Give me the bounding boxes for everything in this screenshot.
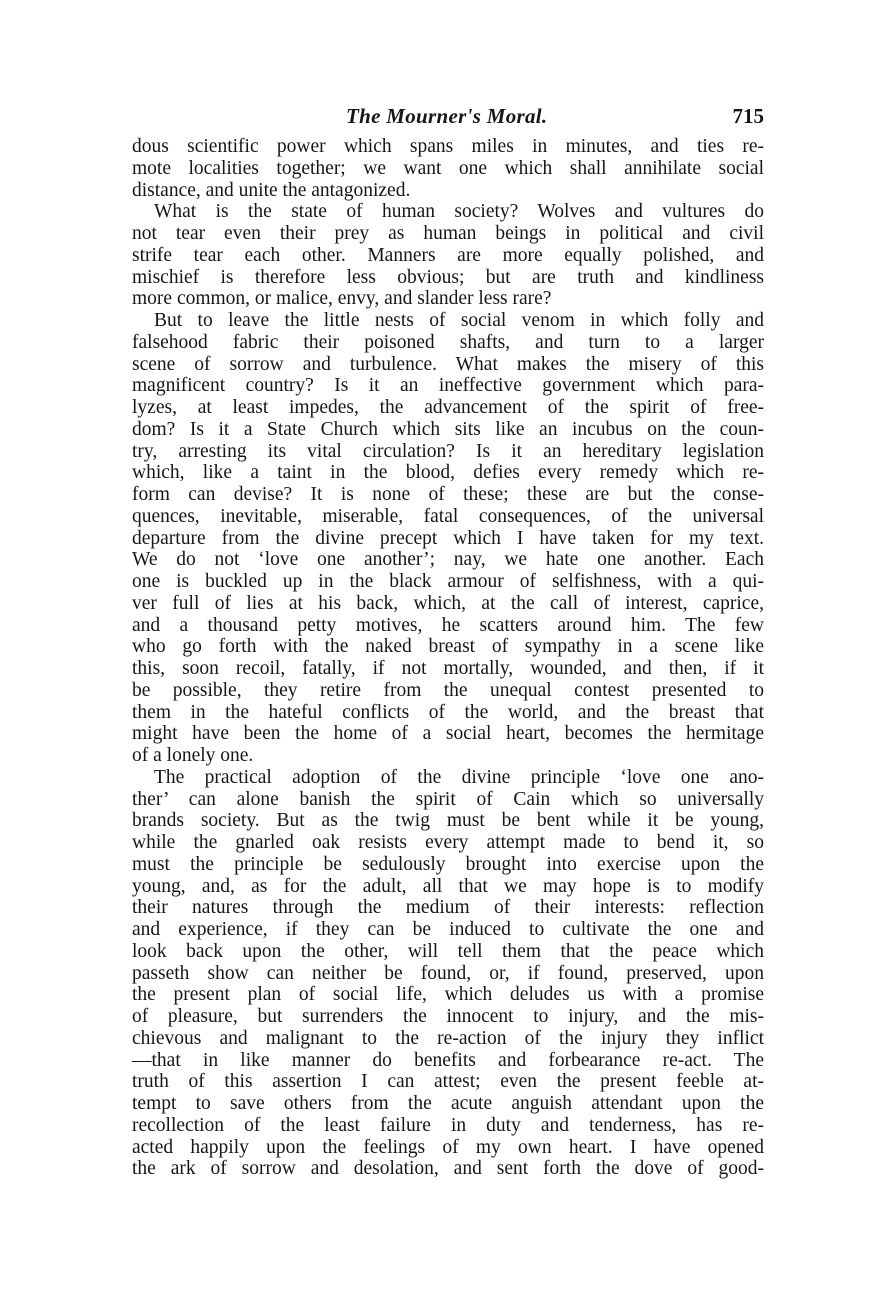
text-line: their natures through the medium of their interests: reflection <box>132 897 764 919</box>
text-line: of pleasure, but surrenders the innocent to injury, and the mis- <box>132 1006 764 1027</box>
text-line: chievous and malignant to the re-action of the injury they inflict <box>132 1027 764 1049</box>
text-line: magnificent country? Is it an ineffective government which para- <box>132 375 764 397</box>
text-line: falsehood fabric their poisoned shafts, and turn to a larger <box>132 331 764 353</box>
text-line: might have been the home of a social heart, becomes the hermitage <box>132 723 764 745</box>
text-line: tempt to save others from the acute anguish attendant upon the <box>132 1093 764 1114</box>
text-line: distance, and unite the antagonized. <box>132 179 411 201</box>
text-line: passeth show can neither be found, or, if found, preserved, upon <box>132 962 764 984</box>
page-header <box>132 104 764 134</box>
text-line: recollection of the least failure in duty and tenderness, has re- <box>132 1114 764 1136</box>
text-line: acted happily upon the feelings of my own heart. I have opened <box>132 1136 764 1158</box>
running-title: The Mourner's Moral. <box>346 104 548 128</box>
text-line: ver full of lies at his back, which, at the call of interest, caprice, <box>132 592 764 614</box>
text-line: who go forth with the naked breast of sympathy in a scene like <box>132 636 764 658</box>
text-line: young, and, as for the adult, all that we may hope is to modify <box>132 875 764 897</box>
text-line: dous scientific power which spans miles in minutes, and ties re- <box>132 136 764 157</box>
text-line: the ark of sorrow and desolation, and sent forth the dove of good- <box>132 1158 764 1180</box>
text-line: one is buckled up in the black armour of selfishness, with a qui- <box>132 571 764 592</box>
text-line: We do not ‘love one another’; nay, we hate one another. Each <box>132 549 764 571</box>
text-line: scene of sorrow and turbulence. What makes the misery of this <box>132 353 764 375</box>
page-number: 715 <box>732 104 764 128</box>
text-line: them in the hateful conflicts of the world, and the breast that <box>132 701 764 723</box>
text-line: must the principle be sedulously brought into exercise upon the <box>132 853 764 875</box>
text-line: mote localities together; we want one which shall annihilate social <box>132 157 764 179</box>
text-line: form can devise? It is none of these; these are but the conse- <box>132 484 764 505</box>
text-line: But to leave the little nests of social venom in which folly and <box>154 310 764 331</box>
text-line: the present plan of social life, which deludes us with a promise <box>132 984 764 1006</box>
text-line: The practical adoption of the divine principle ‘love one ano- <box>154 766 764 788</box>
text-line: quences, inevitable, miserable, fatal consequences, of the universal <box>132 505 764 527</box>
text-line: of a lonely one. <box>132 745 254 766</box>
text-line: more common, or malice, envy, and slander less rare? <box>132 288 552 310</box>
text-line: and a thousand petty motives, he scatters around him. The few <box>132 614 764 636</box>
text-line: not tear even their prey as human beings in political and civil <box>132 223 764 244</box>
text-line: look back upon the other, will tell them that the peace which <box>132 940 764 962</box>
text-line: and experience, if they can be induced to cultivate the one and <box>132 919 764 940</box>
text-line: dom? Is it a State Church which sits like an incubus on the coun- <box>132 418 764 440</box>
text-line: —that in like manner do benefits and forbearance re-act. The <box>132 1049 764 1071</box>
text-line: What is the state of human society? Wolves and vultures do <box>154 201 764 223</box>
text-line: strife tear each other. Manners are more equally polished, and <box>132 244 764 266</box>
text-line: while the gnarled oak resists every attempt made to bend it, so <box>132 832 764 853</box>
text-line: departure from the divine precept which I have taken for my text. <box>132 527 764 549</box>
text-line: ther’ can alone banish the spirit of Cain which so universally <box>132 788 764 810</box>
text-line: truth of this assertion I can attest; even the present feeble at- <box>132 1071 764 1093</box>
text-line: this, soon recoil, fatally, if not mortally, wounded, and then, if it <box>132 658 764 679</box>
text-line: try, arresting its vital circulation? Is it an hereditary legislation <box>132 440 764 462</box>
text-line: brands society. But as the twig must be bent while it be young, <box>132 810 764 832</box>
text-line: which, like a taint in the blood, defies every remedy which re- <box>132 462 764 484</box>
text-line: be possible, they retire from the unequal contest presented to <box>132 679 764 701</box>
text-line: mischief is therefore less obvious; but are truth and kindliness <box>132 266 764 288</box>
body-text <box>132 136 764 1180</box>
text-line: lyzes, at least impedes, the advancement of the spirit of free- <box>132 397 764 418</box>
